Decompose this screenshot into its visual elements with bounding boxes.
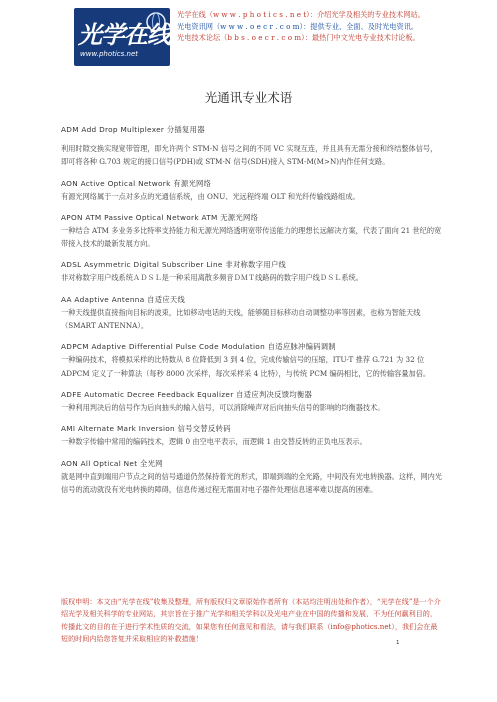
copyright-disclaimer: 版权申明：本文由“光学在线”收集及整理，所有版权归文章原始作者所有（本站均注明出处和作者），“光学在线”是一个介绍光学及相关科学的专业网站，其宗旨在于推广光学和相关学科以及光电产业在中国的传播和发展，不为任何赢利目的，传播此文的目的在于进行学术性质的交流，如果您有任何意见和看法，请与我们联系（info@photics.net），我们会在最短的时间内给您答复并采取相应的补救措施！ xyxy=(61,597,441,644)
term-definition: 一种编码技术，将模拟采样的比特数从 8 位降低到 3 到 4 位，完成传输信号的压缩，ITU-T 推荐 G.721 为 32 位 ADPCM 定义了一种算法（每秒 8000 次采样，每次采样采 4 比特），与传统 PCM 编码相比，它的传输容量加倍。 xyxy=(61,355,431,378)
header-site-links xyxy=(177,9,477,44)
term-definition: 有源光网络属于一点对多点的光通信系统，由 ONU、光远程终端 OLT 和光纤传输线路组成。 xyxy=(61,191,360,201)
term-heading xyxy=(61,341,443,353)
site-header xyxy=(74,8,474,66)
term-cn: 分插复用器 xyxy=(166,125,205,134)
site-logo[interactable] xyxy=(74,8,170,66)
term-definition: 利用时隙交换实现宽带管理，即允许两个 STM-N 信号之间的不同 VC 实现互连，并且具有无需分接和终结整体信号，即可将各种 G.703 规定的接口信号(PDH)或 STM-N 信号(SDH)接入 STM-M(M>N)内作任何支路。 xyxy=(61,144,438,167)
term-definition: 一种利用判决后的信号作为后向抽头的输入信号，可以消除噪声对后向抽头信号的影响的均衡器技术。 xyxy=(61,402,385,412)
glossary-entry xyxy=(61,458,443,497)
term-cn: 有源光网络 xyxy=(173,178,212,188)
term-cn: 信号交替反转码 xyxy=(177,424,231,434)
term-heading xyxy=(61,178,443,190)
glossary-entry xyxy=(61,341,443,380)
glossary-list xyxy=(61,124,443,505)
term-definition: 非对称数字用户线系统ＡＤＳＬ是一种采用离散多频音ＤＭＴ线路码的数字用户线ＤＳＬ系统。 xyxy=(61,273,363,283)
term-en: ADPCM Adaptive Differential Pulse Code Modulation xyxy=(61,342,265,352)
term-cn: 自适应脉冲编码调制 xyxy=(267,342,336,352)
term-en: AA Adaptive Antenna xyxy=(61,294,145,304)
term-cn: 非对称数字用户线 xyxy=(225,260,287,270)
term-heading xyxy=(61,124,443,136)
header-link-oecr[interactable]: 光电资讯网（w w w . o e c r . c o m）：提供专业、全面、及时光电资讯。 xyxy=(177,21,419,31)
term-cn: 全光网 xyxy=(139,458,163,468)
term-cn: 无源光网络 xyxy=(220,212,259,222)
term-definition: 就是网中直到端用户节点之间的信号通道仍然保持着光的形式，即端到端的全光路，中间没有光电转换器。这样，网内光信号的流动就没有光电转换的障碍，信息传递过程无需面对电子器件处理信息速率难以提高的困难。 xyxy=(61,471,442,494)
glossary-entry xyxy=(61,124,443,169)
term-heading xyxy=(61,389,443,401)
glossary-entry xyxy=(61,389,443,414)
header-link-bbs[interactable]: 光电技术论坛（b b s . o e c r . c o m）：最热门中文光电专业技术讨论板。 xyxy=(177,33,420,42)
term-en: AON All Optical Net xyxy=(61,458,138,468)
glossary-entry xyxy=(61,259,443,284)
header-link-photics[interactable]: 光学在线（w w w . p h o t i c s . n e t）：介绍光学及相关的专业技术网站。 xyxy=(177,10,425,19)
term-definition: 一种天线提供直接指向目标的波束，比如移动电话的天线，能够随目标移动自动调整功率等因素，也称为智能天线（SMART ANTENNA）。 xyxy=(61,307,421,331)
page-number: 1 xyxy=(396,640,400,646)
term-en: AMI Alternate Mark Inversion xyxy=(61,424,175,434)
term-heading xyxy=(61,212,443,224)
logo-url: www.photics.net xyxy=(80,50,139,58)
term-cn: 自适应天线 xyxy=(147,294,186,304)
term-en: ADFE Automatic Decree Feedback Equalizer xyxy=(61,389,234,399)
logo-text: 光学在线 xyxy=(78,21,170,49)
page-title: 光通讯专业术语 xyxy=(204,90,293,105)
term-en: APON ATM Passive Optical Network ATM xyxy=(61,212,218,222)
term-heading xyxy=(61,458,443,470)
term-en: ADSL Asymmetric Digital Subscriber Line xyxy=(61,260,223,270)
glossary-entry xyxy=(61,294,443,333)
term-definition: 一种数字传输中常用的编码技术，逻辑 0 由空电平表示，而逻辑 1 由交替反转的正负电压表示。 xyxy=(61,437,367,447)
glossary-entry xyxy=(61,212,443,251)
glossary-entry xyxy=(61,178,443,203)
term-heading xyxy=(61,259,443,271)
term-en: ADM Add Drop Multiplexer xyxy=(61,125,165,134)
term-en: AON Active Optical Network xyxy=(61,178,171,188)
term-heading xyxy=(61,294,443,306)
term-cn: 自适应判决反馈均衡器 xyxy=(236,389,313,399)
glossary-entry xyxy=(61,423,443,448)
term-heading xyxy=(61,423,443,435)
term-definition: 一种结合 ATM 多业务多比特率支持能力和无源光网络透明宽带传送能力的理想长远解决方案，代表了面向 21 世纪的宽带接入技术的最新发展方向。 xyxy=(61,225,442,249)
